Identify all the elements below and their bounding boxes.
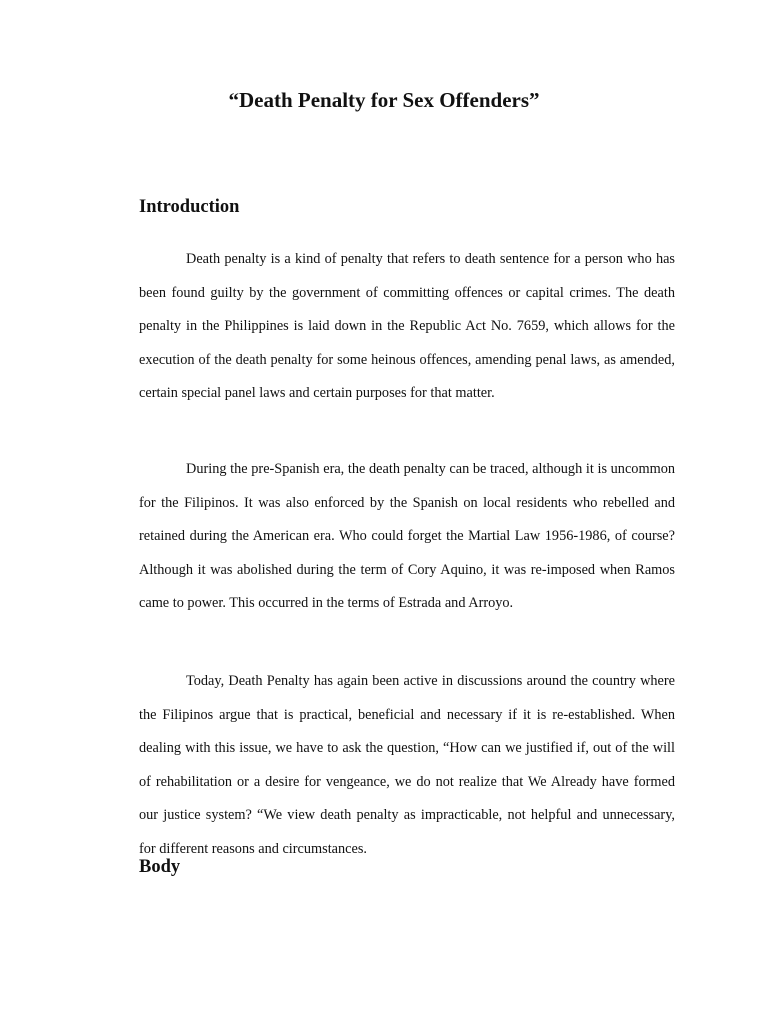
intro-paragraph-3: Today, Death Penalty has again been active in discussions around the country where the Filipinos argue that is practical, beneficial and necessary if it is re-established. When dealing with this issue, we have to ask the question, “How can we justified if, out of the will of rehabilitation or a desire for vengeance, we do not realize that We Already have formed our justice system? “We view death penalty as impracticable, not helpful and unnecessary, for different reasons and circumstances. xyxy=(139,673,675,857)
document-title: “Death Penalty for Sex Offenders” xyxy=(228,88,540,112)
intro-paragraph-1: Death penalty is a kind of penalty that refers to death sentence for a person who has been found guilty by the government of committing offences or capital crimes. The death penalty in the Philippines is laid down in the Republic Act No. 7659, which allows for the execution of the death penalty for some heinous offences, amending penal laws, as amended, certain special panel laws and certain purposes for that matter. xyxy=(139,251,675,401)
intro-paragraph-2: During the pre-Spanish era, the death penalty can be traced, although it is uncommon for the Filipinos. It was also enforced by the Spanish on local residents who rebelled and retained during the American era. Who could forget the Martial Law 1956-1986, of course? Although it was abolished during the term of Cory Aquino, it was re-imposed when Ramos came to power. This occurred in the terms of Estrada and Arroyo. xyxy=(139,461,675,611)
section-heading-introduction: Introduction xyxy=(139,197,240,217)
section-heading-body: Body xyxy=(139,857,181,877)
